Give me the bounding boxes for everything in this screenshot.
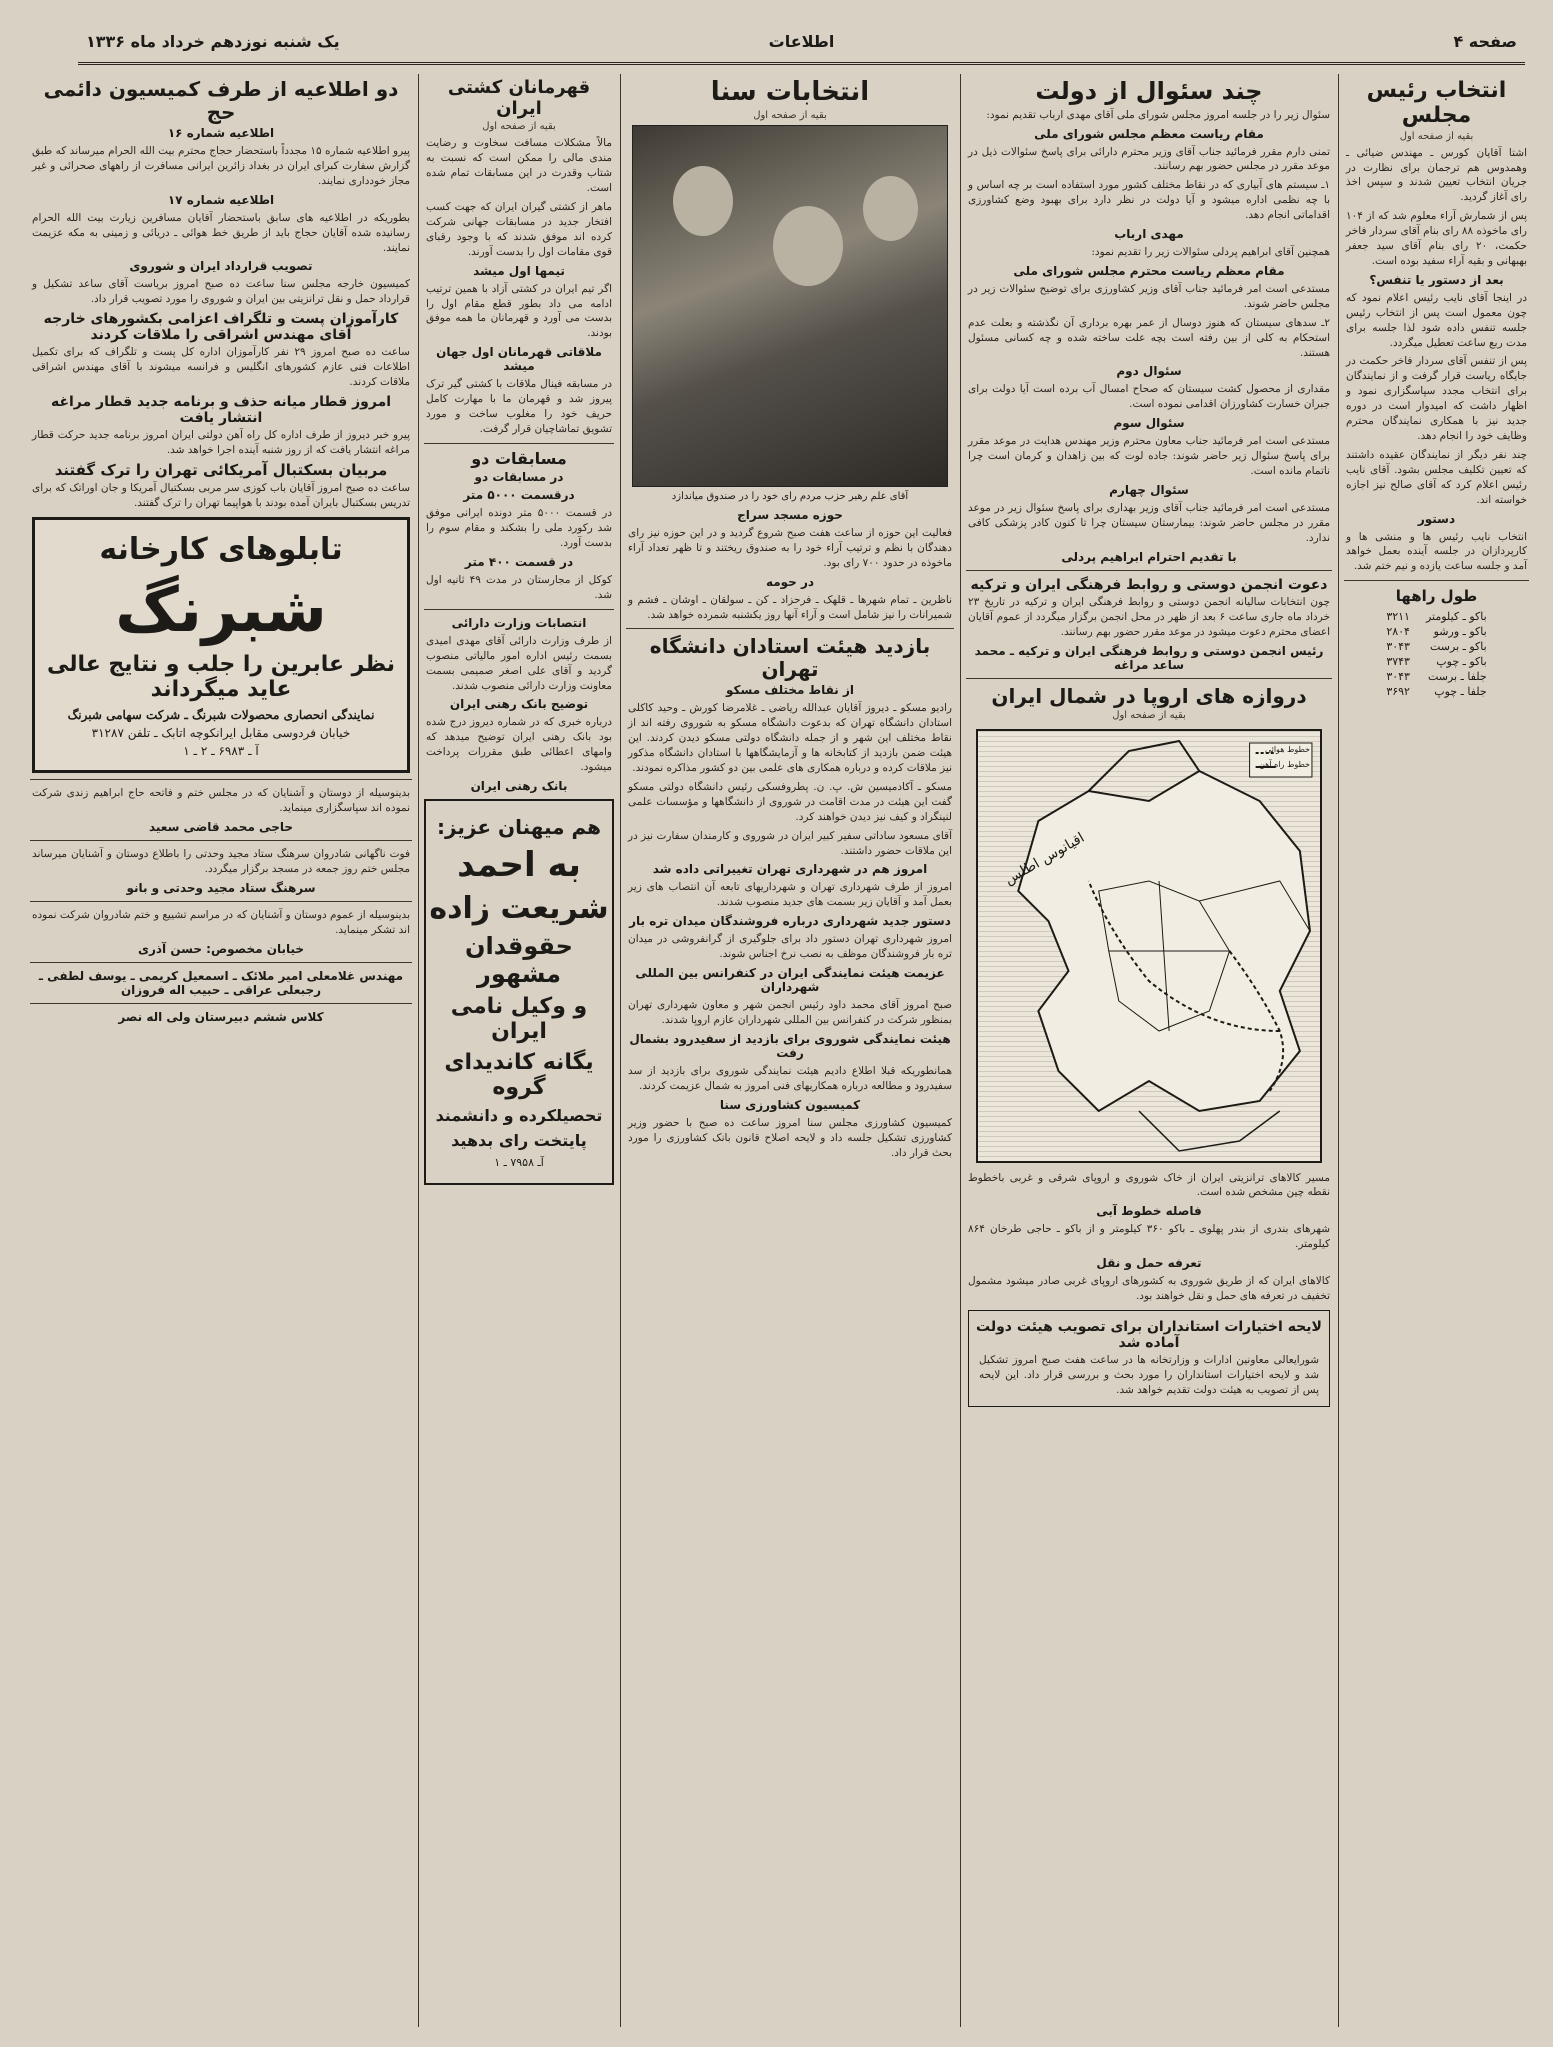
headline-questions: چند سئوال از دولت [1035,77,1263,105]
issue-date: یک شنبه نوزدهم خرداد ماه ۱۳۳۶ [86,32,340,51]
article-text: پیرو اطلاعیه شماره ۱۵ مجدداً باستحضار حجاج محترم بیت الله الحرام میرساند که طبق گزارش سفارت کبرای ایران در بغداد زائرین ایرانی مسافرت از راههای صحرائی و غیر مجاز خودداری نمایند. [32,145,410,187]
article-text: در قسمت ۵۰۰۰ متر دونده ایرانی موفق شد رکورد ملی را بشکند و مقام سوم را بدست آورد. [426,507,612,550]
article-text: آقای مسعود ساداتی سفیر کبیر ایران در شوروی و کارمندان سفارت نیز در این ملاقات حضور داشتند. [628,829,952,857]
subheading: اطلاعیه شماره ۱۷ [167,192,275,207]
article-text: تمنی دارم مقرر فرمائید جناب آقای وزیر محترم دارائی برای پاسخ سئوالات ذیل در موعد مقرر در مجلس حضور بهم رسانند. [968,145,1330,173]
divider [30,779,412,780]
headline-senate-elections: انتخابات سنا [710,77,870,107]
ad-line: نمایندگی انحصاری محصولات شبرنگ ـ شرکت سهامی شبرنگ [67,708,375,723]
article-text: همانطوریکه قبلا اطلاع دادیم هیئت نمایندگی شوروی برای بازدید از سد سفیدرود و مطالعه درباره همکاریهای فنی امروز به شمال عزیمت کردند. [628,1064,952,1092]
photo-caption: آقای علم رهبر حزب مردم رای خود را در صندوق میاندازد [671,490,909,502]
article-text: کوکل از مجارستان در مدت ۴۹ ثانیه اول شد. [426,573,612,601]
byline: بقیه از صفحه اول [753,109,827,121]
article-text: مالاً مشکلات مسافت سخاوت و رضایت مندی مالی را ممکن است که نسبت به شتاب وقدرت در این مسابقات تمام شده است. [426,137,612,195]
article-text: امروز شهرداری تهران دستور داد برای جلوگیری از گرانفروشی در میدان تره بار فروشندگان موظف به نصب نرخ اجناس شوند. [628,933,952,961]
subheading: در حومه [765,574,815,589]
notice-signature: سرهنگ ستاد مجید وحدتی و بانو [126,880,316,895]
ad-line: حقوقدان مشهور [465,932,573,989]
notice-text: بدینوسیله از دوستان و آشنایان که در مجلس ختم و فاتحه حاج ابراهیم زندی شرکت نموده اند سپاسگزاری مینماید. [32,787,410,815]
article-text: در اینجا آقای نایب رئیس اعلام نمود که چون معمول است پس از انتخاب رئیس جلسه تنفس داده شود لذا جلسه برای مدت ربع ساعت تعطیل میگردد. [1346,291,1527,349]
divider [1344,580,1529,581]
article-text: رادیو مسکو ـ دیروز آقایان عبدالله ریاضی ـ غلامرضا کورش ـ وحید کاکلی استادان دانشگاه تهران که بدعوت دانشگاه مسکو به شوروی رفته اند از نقاط مختلف این شهر و از جمله دانشگاه دولتی مسکو دیدن کردند. این هیئت ضمن بازدید از کتابخانه ها و آزمایشگاهها با استادان دانشگاه مذکور نیز ملاقات کرده و درباره همکاری های علمی بین دو کشور مذاکره نمودند. [628,702,952,775]
distances-title: طول راهها [1395,587,1478,606]
subheading: تیمها اول میشد [473,263,565,278]
divider [966,570,1332,571]
distance-route: باکو ـ برست [1429,640,1487,654]
article-text: مسکو ـ آکادمیسین ش. پ. ن. پطروفسکی رئیس دانشگاه دولتی مسکو گفت این هیئت در مدت اقامت در شوروی از دانشگاهها و مؤسسات علمی لنینگراد و کیف نیز دیدن خواهند کرد. [628,780,952,823]
ad-heading: تابلوهای کارخانه [99,532,343,568]
distance-km: ۳۶۹۲ [1386,685,1410,699]
article-text: اشتا آقایان کورس ـ مهندس ضیائی ـ وهمدوس هم ترجمان برای نظارت در جریان انتخاب تعیین شدند و سپس اخذ رای آغاز گردید. [1346,146,1527,204]
subheading: سئوال سوم [1113,416,1185,431]
subheading: سئوال دوم [1116,364,1182,379]
headline-basketball: مربیان بسکتبال آمریکائی تهران را ترک گفتند [54,461,388,480]
notice-signature: مهندس غلامعلی امیر ملائک ـ اسمعیل کریمی ـ یوسف لطفی ـ رجبعلی عراقی ـ حبیب اله فروزان [38,968,404,997]
distance-row [1378,654,1494,669]
divider [626,628,954,629]
article-text: ساعت ده صبح امروز ۲۹ نفر کارآموزان اداره کل پست و تلگراف که برای تکمیل اطلاعات فنی عازم کشورهای انگلیس و فرانسه میشوند با آقای مهندس اشراقی ملاقات کردند. [32,346,410,389]
article-text: کمیسیون کشاورزی مجلس سنا امروز ساعت ده صبح با حضور وزیر کشاورزی تشکیل جلسه داد و لایحه اصلاح قانون بانک کشاورزی را مورد بحث قرار داد. [628,1116,952,1159]
subheading: مقام ریاست معظم مجلس شورای ملی [1034,126,1264,141]
ad-line: تحصیلکرده و دانشمند [435,1106,603,1126]
photo-figure [773,206,843,286]
article-text: پیرو خبر دیروز از طرف اداره کل راه آهن دولتی ایران امروز برنامه جدید حرکت قطار مراغه انتشار یافت که از روز شنبه آینده اجرا خواهد شد. [32,429,410,457]
divider [966,678,1332,679]
signature: مهدی ارباب [1114,227,1184,242]
divider [30,1003,412,1004]
ad-line: پایتخت رای بدهید [451,1131,587,1151]
headline-post-trainees: کارآموزان پست و تلگراف اعزامی بکشورهای خارجه آقای مهندس اشراقی را ملاقات کردند [43,311,399,344]
subheading: درقسمت ۵۰۰۰ متر [463,488,575,503]
article-text: ۱ـ سیستم های آبیاری که در نقاط مختلف کشور مورد استفاده است بر چه اساس و با چه نظمی اداره میشود و آیا دولت در نظر دارد برای بهبود وضع کشاورزی اقداماتی انجام دهد. [968,179,1330,222]
distance-km: ۳۲۱۱ [1386,610,1410,624]
headline-running: مسابقات دو [471,448,567,468]
masthead [78,28,1525,65]
article-text: انتخاب نایب رئیس ها و منشی ها و کارپردازان در جلسه آینده بعمل خواهد آمد و جلسه ساعت یازده و نیم ختم شد. [1346,530,1527,573]
headline-hajj: دو اطلاعیه از طرف کمیسیون دائمی حج [43,77,399,124]
distance-row [1378,684,1494,699]
ad-line: به احمد [457,845,581,886]
ad-code: آـ ۷۹۵۸ ـ ۱ [494,1156,544,1170]
subheading: در مسابقات دو [474,470,564,485]
distance-km: ۳۰۴۳ [1386,670,1410,684]
subheading: عزیمت هیئت نمایندگی ایران در کنفرانس بین المللی شهرداران [635,966,945,995]
map-label-atlantic: اقیانوس اطلس [1001,829,1088,888]
article-text: همچنین آقای ابراهیم پردلی سئوالات زیر را تقدیم نمود: [1091,246,1330,259]
subheading: فاصله خطوط آبی [1096,1204,1202,1219]
article-text: مستدعی است امر فرمائید جناب آقای وزیر بهداری برای پاسخ سئوال زیر در موعد مقرر در مجلس حاضر شوند: بیمارستان سیستان چرا تا کنون کادر پزشکی کافی ندارد. [968,502,1330,544]
column-wrestling [420,74,618,2027]
subheading: تصویب قرارداد ایران و شوروی [129,259,313,274]
page-number: صفحه ۴ [1453,32,1517,51]
article-text: شورایعالی معاونین ادارات و وزارتخانه ها در ساعت هفت صبح امروز تشکیل شد و لایحه اختیارات استانداران را مورد بحث و بررسی قرار داد. این لایحه پس از تصویب به هیئت دولت تقدیم خواهد شد. [979,1354,1319,1396]
article-text: امروز از طرف شهرداری تهران و شهرداریهای تابعه آن انتصاب های زیر بعمل آمد و آقایان زیر بسمت های جدید منصوب شدند. [628,881,952,909]
byline: بقیه از صفحه اول [482,121,556,133]
article-text: کمیسیون خارجه مجلس سنا ساعت ده صبح امروز بریاست آقای ساعد تشکیل و قرارداد حمل و نقل ترانزیتی بین ایران و شوروی را مورد تصویب قرار داد. [32,278,410,306]
photo-figure [673,166,733,236]
headline-speaker-election: انتخاب رئیس مجلس [1366,78,1507,129]
subheading: بعد از دستور یا تنفس؟ [1369,272,1504,287]
divider [30,962,412,963]
subheading: دستور جدید شهرداری درباره فروشندگان میدان تره بار [629,914,951,929]
distance-row [1378,639,1494,654]
subheading: توضیح بانک رهنی ایران [449,697,589,712]
headline-wrestling: قهرمانان کشتی ایران [447,77,591,119]
distance-row [1378,609,1494,624]
ad-line: نظر عابرین را جلب و نتایج عالی عاید میگرداند [46,652,396,703]
ad-line: یگانه کاندیدای گروه [444,1050,594,1101]
article-text: مستدعی است امر فرمائید جناب آقای وزیر کشاورزی برای توضیح سئوالات زیر در مجلس حاضر شوند. [968,282,1330,310]
article-text: در مسابقه فینال ملاقات با کشتی گیر ترک پیروز شد و قهرمان ما با مهارت کامل حریف خود را مغلوب ساخت و مورد تشویق تماشاچیان قرار گرفت. [426,378,612,435]
article-text: از طرف وزارت دارائی آقای مهدی امیدی بسمت رئیس اداره امور مالیاتی منصوب گردید و آقای علی اصغر صمیمی بسمت معاونت وزارت دارائی منصوب شدند. [426,634,612,692]
distances-table [1378,609,1494,699]
headline-maragheh-train: امروز قطار میانه حذف و برنامه جدید قطار مراغه انتشار یافت [50,394,392,427]
column-rule [418,74,419,2027]
distance-km: ۲۸۰۴ [1386,625,1410,639]
ad-line: و وکیل نامی ایران [450,994,588,1045]
distance-route: باکو ـ ورشو [1433,625,1487,639]
divider [30,901,412,902]
article-text: پس از تنفس آقای سردار فاخر حکمت در جایگاه ریاست قرار گرفت و از نمایندگان برای انتخاب مجدد سپاسگزاری نمود و اظهار داشت که امیدوار است در دوره جدید نیز با همکاری نمایندگان محترم وظایف خود را انجام دهد. [1346,355,1527,442]
subheading: ملاقاتی قهرمانان اول جهان میشد [436,345,602,374]
article-text: ناظرین ـ تمام شهرها ـ قلهک ـ فرحزاد ـ کن ـ سولقان ـ اوشان ـ فشم و شمیرانات را نیز شامل است و آراء آنها روز یکشنبه شمرده خواهد شد. [628,593,952,621]
subheading: امروز هم در شهرداری تهران تغییراتی داده شد [652,862,928,877]
distance-route: باکو ـ کیلومتر [1425,610,1487,624]
news-photo [632,125,948,487]
column-rule [620,74,621,2027]
headline-iran-turkey-society: دعوت انجمن دوستی و روابط فرهنگی ایران و ترکیه [970,576,1328,593]
distance-route: جلفا ـ چوپ [1434,685,1487,699]
subheading: انتصابات وزارت دارائی [451,615,587,630]
article-text: کالاهای ایران که از طریق شوروی به کشورهای اروپای غربی صادر میشود مشمول تخفیف در تعرفه های حمل و نقل خواهند بود. [968,1275,1330,1303]
byline: بقیه از صفحه اول [1399,130,1474,142]
byline: بقیه از صفحه اول [1112,709,1186,721]
signature: با تقدیم احترام ابراهیم پردلی [1061,549,1237,564]
article-text: صبح امروز آقای محمد داود رئیس انجمن شهر و معاون شهرداری تهران بمنظور شرکت در کنفرانس بین المللی شهرداران عازم اروپا شدند. [628,999,952,1027]
candidate-ad [424,799,614,1185]
notice-text: بدینوسیله از عموم دوستان و آشنایان که در مراسم تشییع و ختم شادروان شرکت نموده اند تشکر مینماید. [32,908,410,936]
distance-row [1378,624,1494,639]
column-rule [960,74,961,2027]
ad-heading: هم میهنان عزیز: [436,815,602,840]
subheading: در قسمت ۴۰۰ متر [464,554,574,569]
article-text: فعالیت این حوزه از ساعت هفت صبح شروع گردید و در این حوزه نیز رای دهندگان با نظم و ترتیب آراء خود را به صندوق ریختند و تا ظهر تعداد آراء ماخوذه در حدود ۷۰۰ رای بود. [628,526,952,569]
signature: بانک رهنی ایران [470,779,568,794]
divider [30,840,412,841]
ad-line: شریعت زاده [429,891,609,927]
column-speaker-election [1340,74,1533,2027]
ad-brand: شبرنگ [115,573,327,647]
subheading: از نقاط مختلف مسکو [726,683,854,698]
article-text: درباره خبری که در شماره دیروز درج شده بود بانک رهنی ایران توضیح میدهد که وامهای اعطائی طبق مقررات پرداخت میشود. [426,716,612,774]
europe-map [976,729,1322,1163]
headline-governors-bill: لایحه اختیارات استانداران برای تصویب هیئت دولت آماده شد [976,1318,1322,1352]
article-text: اگر تیم ایران در کشتی آزاد با همین ترتیب ادامه می داد بطور قطع مقام اول را بدست می آورد و قهرمانان ما همه موفق بودند. [426,282,612,340]
notice-signature: کلاس ششم دبیرستان ولی اله نصر [118,1009,324,1024]
subheading: مقام معظم ریاست محترم مجلس شورای ملی [1013,263,1285,278]
distance-km: ۳۷۴۳ [1386,655,1410,669]
subheading: کمیسیون کشاورزی سنا [719,1097,861,1112]
map-graphic [978,731,1320,1161]
signature: رئیس انجمن دوستی و روابط فرهنگی ایران و ترکیه ـ محمد ساعد مراغه [974,643,1324,672]
column-senate-elections [622,74,958,2027]
subheading: تعرفه حمل و نقل [1096,1256,1202,1271]
article-text: مسیر کالاهای ترانزیتی ایران از خاک شوروی و اروپای شرقی و غربی باخطوط نقطه چین مشخص شده است. [968,1171,1330,1199]
article-text: چند نفر دیگر از نمایندگان عقیده داشتند که تعیین تکلیف مجلس بشود. آقای نایب رئیس اعلام کرد که آقای صالح نیز اجازه خواسته اند. [1346,448,1527,506]
article-text: چون انتخابات سالیانه انجمن دوستی و روابط فرهنگی ایران و ترکیه در تاریخ ۲۳ خرداد ماه جاری ساعت ۶ بعد از ظهر در محل انجمن برگزار میگردد از عموم آقایان اعضای محترم دعوت میشود در موعد مقرر حضور بهم رسانند. [968,595,1331,638]
governors-bill-box [968,1310,1330,1407]
map-legend-air: خطوط هوائی [1264,744,1310,754]
notice-text: فوت ناگهانی شادروان سرهنگ ستاد مجید وحدتی را باطلاع دوستان و آشنایان میرساند مجلس ختم روز جمعه در مسجد برگزار میگردد. [32,848,410,875]
subheading: دستور [1417,511,1456,526]
article-text: ماهر از کشتی گیران ایران که جهت کسب افتخار جدید در مسابقات جهانی شرکت کرده اند موفق شدند که با وجود رقبای قوی مقامات اول را بدست آورند. [426,201,612,258]
article-text: مقداری از محصول کشت سیستان که صحاح امسال آب برده است آیا دولت برای جبران خسارت کشاورزان اقدامی نموده است. [968,383,1330,411]
subheading: هیئت نمایندگی شوروی برای بازدید از سفیدرود بشمال رفت [629,1031,951,1060]
distance-route: جلفا ـ برست [1427,670,1487,684]
article-text: شهرهای بندری از بندر پهلوی ـ باکو ۳۶۰ کیلومتر و از باکو ـ حاجی طرخان ۸۶۴ کیلومتر. [968,1223,1330,1251]
article-text: پس از شمارش آراء معلوم شد که از ۱۰۴ رای ماخوذه ۸۸ رای بنام آقای سردار فاخر حکمت، ۲۰ رای بنام آقای سید جعفر بهبهانی و بقیه آراء سفید بوده است. [1346,210,1527,267]
article-text: بطوریکه در اطلاعیه های سابق باستحضار آقایان مسافرین زیارت بیت الله الحرام رسانیده شده آقایان حجاج باید از طریق خط هوائی ـ دریائی و زمینی به مکه عزیمت نمایند. [32,211,410,254]
photo-figure [863,176,918,241]
paper-name: اطلاعات [768,32,835,51]
map-legend-rail: خطوط راه آهن [1259,759,1310,769]
divider [424,609,614,610]
column-questions [962,74,1336,2027]
headline-university-visit: بازدید هیئت استادان دانشگاه تهران [649,634,931,682]
ad-code: آ ـ ۶۹۸۳ ـ ۲ ـ ۱ [183,744,259,759]
article-text: سئوال زیر را در جلسه امروز مجلس شورای ملی آقای مهدی ارباب تقدیم نمود: [986,108,1330,121]
divider [424,443,614,444]
column-hajj-commission [26,74,416,2027]
article-text: مستدعی است امر فرمائید جناب معاون محترم وزیر مهندس هدایت در موعد مقرر برای پاسخ سئوال زیر حاضر شوند: جاده لوت که بین زاهدان و کرمان است چرا ناتمام مانده است. [968,435,1330,478]
distance-row [1378,669,1494,684]
distance-km: ۳۰۴۳ [1386,640,1410,654]
shabrang-ad [32,517,410,773]
subheading: اطلاعیه شماره ۱۶ [167,126,275,140]
headline-europe-gates: دروازه های اروپا در شمال ایران [991,683,1307,708]
ad-address: خیابان فردوسی مقابل ایرانکوچه اتابک ـ تلفن ۳۱۲۸۷ [91,726,351,741]
distance-route: باکو ـ چوپ [1436,655,1487,669]
column-rule [1338,74,1339,2027]
subheading: حوزه مسجد سراج [737,507,843,522]
notice-signature: حاجی محمد قاضی سعید [148,820,294,835]
notice-signature: خیابان مخصوص: حسن آذری [137,941,305,956]
article-text: ۲ـ سدهای سیستان که هنوز دوسال از عمر بهره برداری آن نگذشته و بعلت عدم استحکام به کلی از بین رفته است بچه علت ساخته شده و چه کسانی مسئول هستند. [968,316,1330,359]
article-text: ساعت ده صبح امروز آقایان باب کوزی سر مربی بسکتبال آمریکا و جان اوراتک که برای تدریس بسکتبال بایران آمده بودند با هواپیما تهران را ترک گفتند. [32,482,410,510]
subheading: سئوال چهارم [1109,483,1189,497]
